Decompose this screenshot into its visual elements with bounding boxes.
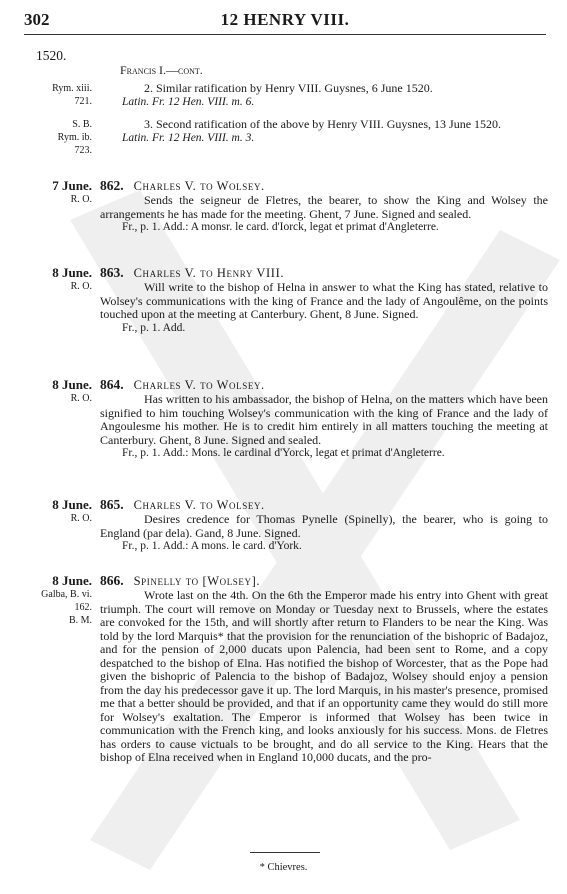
entry-margin xyxy=(0,573,92,627)
margin-line: Galba, B. vi. xyxy=(41,589,92,600)
entry-text: Desires credence for Thomas Pynelle (Spinelly), the bearer, who is going to England (par dela). Gand, 8 June. Signed. xyxy=(100,512,548,540)
entry-text: Sends the seigneur de Fletres, the bearer, to show the King and Wolsey the arrangements he has made for the meeting. Ghent, 7 June. Signed and sealed. xyxy=(100,193,548,221)
entry-note: Fr., p. 1. Add.: Mons. le cardinal d'Yorck, legat et primat d'Angleterre. xyxy=(122,447,445,459)
entry-note: Fr., p. 1. Add.: A mons. le card. d'York. xyxy=(122,540,302,552)
margin-line: 162. xyxy=(74,602,92,613)
footnote: * Chievres. xyxy=(259,862,308,873)
page-header xyxy=(24,10,546,32)
entry-margin xyxy=(0,265,92,293)
margin-line: R. O. xyxy=(70,194,92,205)
item-body xyxy=(100,118,548,145)
entry-title: Spinelly to [Wolsey]. xyxy=(133,574,261,588)
entry-heading xyxy=(100,573,548,589)
entry-heading xyxy=(100,377,548,393)
entry-date: 8 June. xyxy=(52,265,92,280)
entry-title: Charles V. to Wolsey. xyxy=(133,498,265,512)
entry-title: Charles V. to Wolsey. xyxy=(133,179,265,193)
entry-date: 8 June. xyxy=(52,497,92,512)
entry-margin xyxy=(0,497,92,525)
entry-number: 866. xyxy=(100,573,124,588)
entry-title: Charles V. to Henry VIII. xyxy=(133,266,285,280)
entry-heading xyxy=(100,497,548,513)
entry-body xyxy=(100,178,548,235)
item-text: 3. Second ratification of the above by Henry VIII. Guysnes, 13 June 1520. xyxy=(144,117,502,131)
item-note: Latin. Fr. 12 Hen. VIII. m. 3. xyxy=(122,131,255,144)
entry-date: 8 June. xyxy=(52,377,92,392)
margin-line: R. O. xyxy=(70,393,92,404)
section-title: Francis I.—cont. xyxy=(120,63,203,77)
margin-line: R. O. xyxy=(70,281,92,292)
section-body xyxy=(100,64,548,78)
entry-text: Has written to his ambassador, the bishop of Helna, on the matters which have been signified to him touching Wolsey's communication with the king of France and the lady of Angoulesme his mother. He is to credit him entirely in all matters touching the meeting at Canterbury. Ghent, 8 June. Signed and sealed. xyxy=(100,392,548,447)
entry-body xyxy=(100,377,548,461)
entry-margin xyxy=(0,178,92,206)
item-text: 2. Similar ratification by Henry VIII. Guysnes, 6 June 1520. xyxy=(144,81,433,95)
entry-number: 864. xyxy=(100,377,124,392)
entry-text: Will write to the bishop of Helna in answer to what the King has stated, relative to Wolsey's communications with the king of France and the lady of Angoulême, on the points touched upon at the meeting at Canterbury. Ghent, 8 June. Signed. xyxy=(100,280,548,321)
margin-line: 723. xyxy=(74,145,92,156)
entry-number: 863. xyxy=(100,265,124,280)
entry-margin xyxy=(0,377,92,405)
entry-number: 862. xyxy=(100,178,124,193)
entry-note: Fr., p. 1. Add.: A monsr. le card. d'Iorck, legat et primat d'Angleterre. xyxy=(122,221,439,233)
margin-line: Rym. ib. xyxy=(57,132,92,143)
margin-ref xyxy=(0,118,92,157)
margin-line: B. M. xyxy=(68,615,92,626)
margin-line: 721. xyxy=(74,96,92,107)
entry-date: 7 June. xyxy=(52,178,92,193)
entry-heading xyxy=(100,178,548,194)
running-title: 12 HENRY VIII. xyxy=(220,10,350,29)
entry-text: Wrote last on the 4th. On the 6th the Emperor made his entry into Ghent with great triumph. The court will remove on Monday or Tuesday next to Brussels, where the estates are convoked for the 15th, and will shortly after return to Flanders to be near the King. Was told by the lord Marquis* that the provision for the renunciation of the bishopric of Badajoz, and for the pension of 2,000 ducats upon Palencia, had been sent to Rome, and a copy despatched to the bishop of Elna. Has notified the bishop of Worcester, that as the Pope had given the bishopric of Palencia to the bishop of Badajoz, Wolsey should enjoy a pension from the day his predecessor gave it up. The lord Marquis, in his master's presence, promised me that a better should be provided, and that if an opportunity came they would do still more for Wolsey's exaltation. The Emperor is informed that Wolsey has been twice in communication with the French king, and looks anxiously for his success. Mons. de Fletres has orders to cause victuals to be brought, and do all service to the King. Hears that the bishop of Elna received when in England 10,000 ducats, and the pro- xyxy=(100,588,548,764)
entry-number: 865. xyxy=(100,497,124,512)
page-number: 302 xyxy=(24,10,50,29)
margin-ref xyxy=(0,82,92,108)
header-rule xyxy=(24,34,546,35)
entry-body xyxy=(100,265,548,335)
margin-line: S. B. xyxy=(72,119,92,130)
entry-body xyxy=(100,573,548,765)
item-note: Latin. Fr. 12 Hen. VIII. m. 6. xyxy=(122,95,255,108)
year-label: 1520. xyxy=(36,48,67,63)
entry-date: 8 June. xyxy=(52,573,92,588)
entry-title: Charles V. to Wolsey. xyxy=(133,378,265,392)
entry-body xyxy=(100,497,548,554)
entry-heading xyxy=(100,265,548,281)
entry-note: Fr., p. 1. Add. xyxy=(122,321,186,334)
margin-line: Rym. xiii. xyxy=(52,83,92,94)
footnote-rule xyxy=(250,852,320,853)
margin-line: R. O. xyxy=(70,513,92,524)
item-body xyxy=(100,82,548,109)
